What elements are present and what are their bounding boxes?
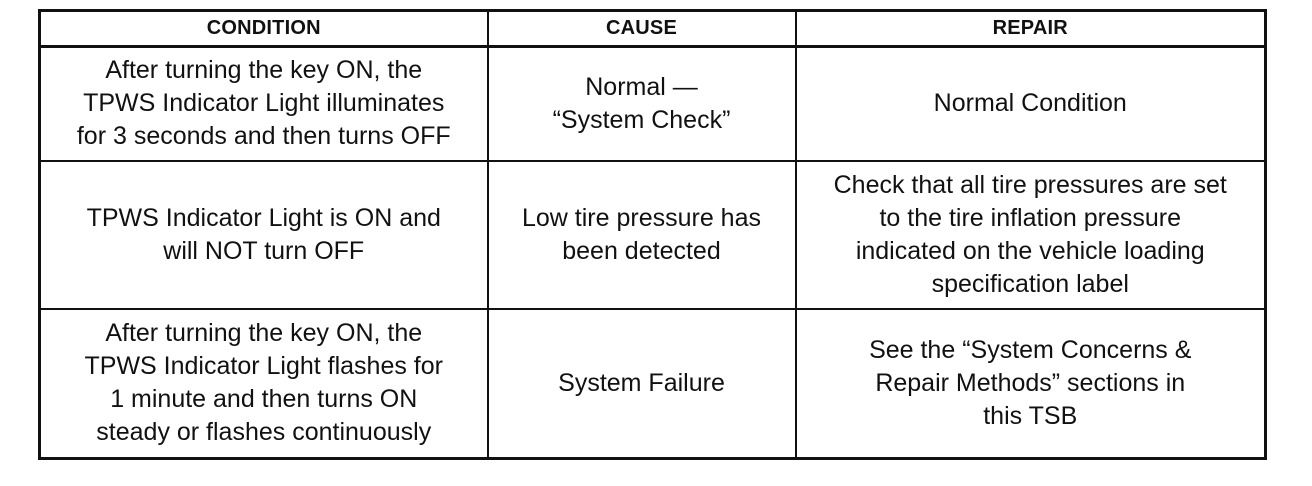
header-repair: REPAIR — [796, 11, 1266, 47]
cell-line: “System Check” — [552, 105, 731, 134]
cell-line: Low tire pressure has — [521, 203, 761, 232]
cell-line: Repair Methods” sections in — [875, 368, 1186, 397]
repair-cell — [796, 309, 1266, 459]
cell-line: will NOT turn OFF — [163, 236, 365, 265]
condition-cell — [40, 161, 488, 309]
cell-line: Normal Condition — [933, 89, 1127, 118]
cell-line: indicated on the vehicle loading — [855, 236, 1205, 265]
cell-line: After turning the key ON, the — [105, 319, 423, 348]
cell-line: specification label — [931, 269, 1129, 298]
condition-cell — [40, 47, 488, 161]
cell-line: 1 minute and then turns ON — [110, 385, 418, 414]
cell-line: See the “System Concerns & — [869, 335, 1192, 364]
cell-line: for 3 seconds and then turns OFF — [76, 122, 451, 151]
cause-cell — [488, 309, 796, 459]
cell-line: Check that all tire pressures are set — [833, 170, 1227, 199]
cell-line: been detected — [562, 236, 721, 265]
table-row — [40, 309, 1266, 459]
cell-line: After turning the key ON, the — [105, 56, 423, 85]
repair-cell — [796, 161, 1266, 309]
cell-line: TPWS Indicator Light is ON and — [86, 203, 441, 232]
header-condition: CONDITION — [40, 11, 488, 47]
condition-cell — [40, 309, 488, 459]
cell-line: System Failure — [558, 368, 725, 397]
cause-cell — [488, 47, 796, 161]
cause-cell — [488, 161, 796, 309]
cell-line: this TSB — [983, 401, 1078, 430]
cell-line: steady or flashes continuously — [96, 418, 432, 447]
table-row — [40, 47, 1266, 161]
cell-line: Normal — — [585, 72, 698, 101]
table-row — [40, 161, 1266, 309]
cell-line: to the tire inflation pressure — [879, 203, 1182, 232]
cell-line: TPWS Indicator Light flashes for — [84, 352, 443, 381]
cell-line: TPWS Indicator Light illuminates — [83, 89, 445, 118]
repair-cell — [796, 47, 1266, 161]
header-cause: CAUSE — [488, 11, 796, 47]
tpws-diagnosis-table — [38, 9, 1267, 460]
table-header-row — [40, 11, 1266, 47]
